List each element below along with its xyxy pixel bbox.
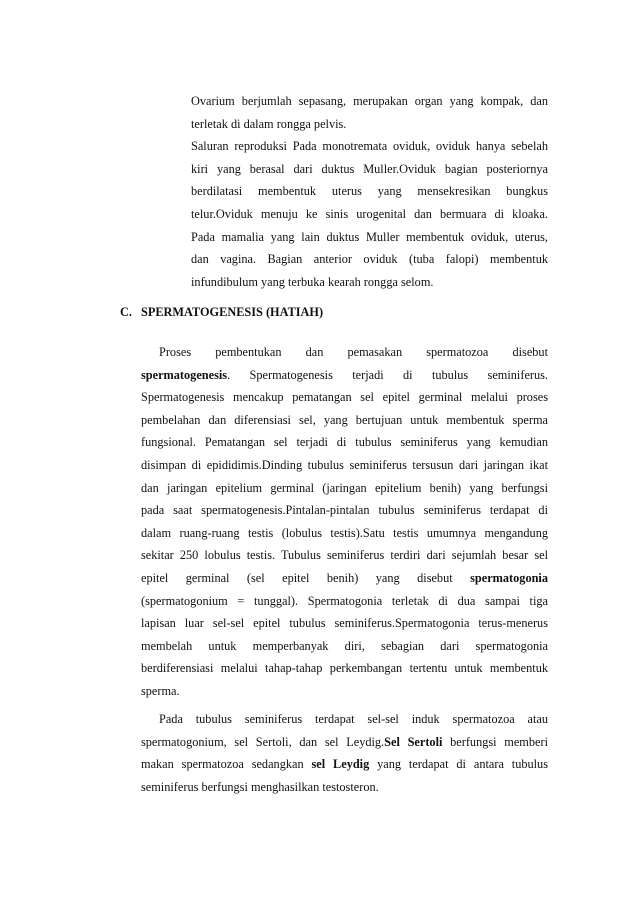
bold-term: sel Leydig	[311, 757, 370, 772]
text-line: pembelahan dan diferensiasi sel, yang bertujuan untuk membentuk sperma	[141, 412, 548, 427]
section-letter: C.	[120, 305, 132, 319]
text-line: Pada tubulus seminiferus terdapat sel-sel induk spermatozoa atau	[159, 712, 548, 726]
text-line: dalam ruang-ruang testis (lobulus testis).Satu testis umumnya mengandung	[141, 525, 548, 540]
text-line: lapisan luar sel-sel epitel tubulus seminiferus.Spermatogonia terus-menerus	[141, 616, 548, 631]
bold-term: Sel Sertoli	[384, 734, 443, 749]
section-heading	[120, 305, 323, 320]
text-line: Pada mamalia yang lain duktus Muller membentuk oviduk, uterus,	[191, 229, 548, 244]
text-line: spermatogenesis. Spermatogenesis terjadi di tubulus seminiferus.	[141, 367, 548, 382]
text-line: (spermatogonium = tunggal). Spermatogonia terletak di dua sampai tiga	[141, 593, 548, 608]
text-line: infundibulum yang terbuka kearah rongga selom.	[191, 274, 434, 289]
text-line: telur.Oviduk menuju ke sinis urogenital dan bermuara di kloaka.	[191, 206, 548, 221]
section-title: SPERMATOGENESIS (HATIAH)	[141, 305, 324, 319]
bold-term: spermatogonia	[470, 570, 548, 585]
text-line: sperma.	[141, 683, 180, 698]
text-line: kiri yang berasal dari duktus Muller.Oviduk bagian posteriornya	[191, 161, 548, 176]
text-line: Proses pembentukan dan pemasakan spermatozoa disebut	[159, 345, 548, 359]
text-line: Saluran reproduksi Pada monotremata oviduk, oviduk hanya sebelah	[191, 139, 548, 154]
bold-term: spermatogenesis	[141, 367, 228, 382]
text-line: seminiferus berfungsi menghasilkan testosteron.	[141, 779, 379, 794]
text-line: Spermatogenesis mencakup pematangan sel epitel germinal melalui proses	[141, 390, 548, 405]
paragraph-sertoli-leydig	[141, 708, 548, 798]
text-line: spermatogonium, sel Sertoli, dan sel Leydig.Sel Sertoli berfungsi memberi	[141, 734, 548, 749]
paragraph-spermatogenesis	[141, 341, 548, 703]
text-line: dan vagina. Bagian anterior oviduk (tuba falopi) membentuk	[191, 252, 548, 267]
text-line: disimpan di epididimis.Dinding tubulus seminiferus tersusun dari jaringan ikat	[141, 457, 548, 472]
text-line: berdilatasi membentuk uterus yang mensekresikan bungkus	[191, 184, 548, 199]
intro-block	[191, 90, 548, 293]
text-line: sekitar 250 lobulus testis. Tubulus seminiferus terdiri dari sejumlah besar sel	[141, 548, 548, 563]
text-line: terletak di dalam rongga pelvis.	[191, 116, 347, 131]
text-line: berdiferensiasi melalui tahap-tahap perkembangan tertentu untuk membentuk	[141, 661, 548, 676]
text-line: epitel germinal (sel epitel benih) yang disebut spermatogonia	[141, 570, 548, 585]
text-line: Ovarium berjumlah sepasang, merupakan organ yang kompak, dan	[191, 94, 548, 108]
text-line: pada saat spermatogenesis.Pintalan-pintalan tubulus seminiferus terdapat di	[141, 503, 548, 518]
text-line: membelah untuk memperbanyak diri, sebagian dari spermatogonia	[141, 638, 548, 653]
text-line: makan spermatozoa sedangkan sel Leydig yang terdapat di antara tubulus	[141, 757, 548, 772]
text-line: dan jaringan epitelium germinal (jaringan epitelium benih) yang berfungsi	[141, 480, 548, 495]
text-line: fungsional. Pematangan sel terjadi di tubulus seminiferus yang kemudian	[141, 435, 548, 450]
